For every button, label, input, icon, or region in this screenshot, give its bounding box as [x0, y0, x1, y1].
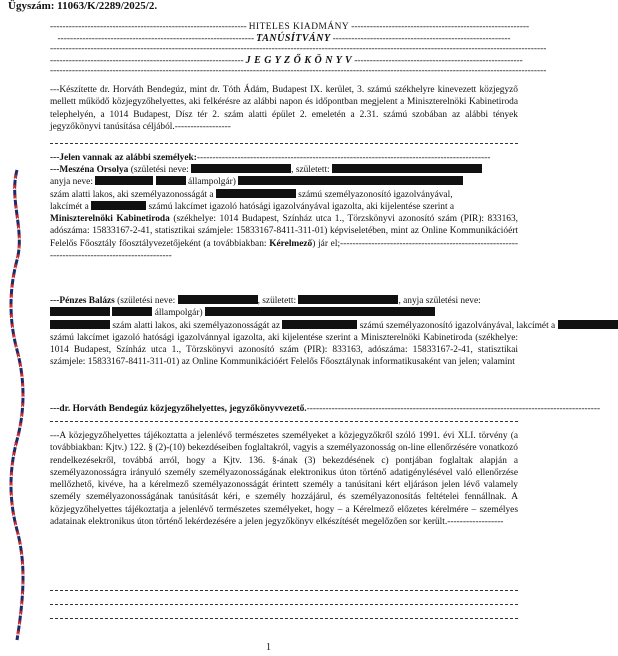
intro-paragraph: ---Készítette dr. Horváth Bendegúz, mint dr. Tóth Ádám, Budapest IX. kerület, 3. számú székhelyre kinevezett közjegyző mellett működő közjegyzőhelyettes, aki felkérésre az alábbi napon és időpontban megjelent a Miniszterelnöki Kabinetiroda telephelyén, a 1014 Budapest, Dísz tér 2. szám alatti épület 2. emeletén a 2.31. számú szobában az alábbi tények jegyzőkönyvi tanúsítása céljából.------------------ [50, 85, 518, 132]
dash-rule-5 [50, 618, 518, 619]
info-paragraph: ---A közjegyzőhelyettes tájékoztatta a jelenlévő természetes személyeket a közjegyzőkről szóló 1991. évi XLI. törvény (a továbbiakban: Kjtv.) 122. § (2)-(10) bekezdéseiben foglaltakról, vagyis a személyazonosság on-line ellenőrzésére vonatkozó rendelkezésekről, továbbá arról, hogy a Kjtv. 136. §-ának (3) bekezdésének c) pontjában foglaltak alapján a személyazonosságra irányuló személy személyazonosságának elektronikus úton történő adatigénylésével való ellenőrzése mellőzhető, kivéve, ha a kérelmező személyazonosságát érintett személy a tanúsítani kért eljáráson jelen lévő valamely személy személyazonosságának tanúsítását kéri, e személy hozzájárul, és személyazonosítás feltételei fennállnak. A közjegyzőhelyettes tájékoztatja a jelenlévő természetes személyeket, hogy – a Kérelmező előzetes kérelmére – személyes adatainak elektronikus úton történő lekérdezésére a jelen jegyzőkönyv elkészítését megelőzően sor került.------------------ [50, 431, 518, 528]
case-number: Ügyszám: 11063/K/2289/2025/2. [8, 0, 158, 12]
person2-paragraph: ---Pénzes Balázs (születési neve: , született: , anyja születési neve: állampolgár) szám alatti lakos, aki személyazonosságát az számú személyazonosító igazolványával, lakcímét a számú lakcímet igazoló hatósági igazolvánnyal igazolta, aki kijelentése szerint a Miniszterelnöki Kabinetiroda (székhelye: 1014 Budapest, Színház utca 1., Törzskönyvi azonosító szám (PIR): 833163, adószáma: 15833167-2-41, statisztikai számjele: 15833167-8411-311-01) az Online Kommunikációért Felelős Főosztálynak informatikusaként van jelen; valamint [50, 295, 518, 369]
header-certificate: --------------------------------------------------------------- TANÚSÍTVÁNY --------------------------------------------------------- [57, 33, 511, 44]
person1-paragraph: ---Meszéna Orsolya (születési neve: , született: anyja neve: állampolgár) szám alatti lakos, aki személyazonosságát a számú személyazonosító igazolványával, lakcímét a számú lakcímet igazoló hatósági igazolványával igazolta, aki kijelentése szerint a Miniszterelnöki Kabinetiroda (székhelye: 1014 Budapest, Színház utca 1., Törzskönyvi azonosító szám (PIR): 833163, adószáma: 15833167-2-41, statisztikai számjele: 15833167-8411-311-01) képviseletében, mint az Online Kommunikációért Felelős Főosztály főosztályvezetőjeként (a továbbiakban: Kérelmező) jár el;------------------------------------------------------------------------------------------------ [50, 165, 519, 262]
header-authentic-copy: --------------------------------------------------------------- HITELES KIADMÁNY --------------------------------------------------------- [50, 22, 530, 32]
header-dash-line-2: --------------------------------------------------------------------------------------------------------------------------------------------------------------- [50, 66, 547, 76]
binding-cord-icon [6, 170, 28, 640]
dash-rule-2 [50, 421, 518, 422]
dash-rule-4 [50, 604, 518, 605]
header-dash-line: --------------------------------------------------------------------------------------------------------------------------------------------------------------- [50, 44, 547, 54]
dash-rule-3 [50, 590, 518, 591]
dash-rule [50, 143, 518, 144]
notary-line: ---dr. Horváth Bendegúz közjegyzőhelyettes, jegyzőkönyvvezető.---------------------------------------------------------------------------------------------- [50, 404, 601, 414]
page-number: 1 [266, 642, 271, 653]
present-heading: ---Jelen vannak az alábbi személyek:---------------------------------------------------------------------------------------------- [50, 153, 491, 163]
header-minutes: -------------------------------------------------------------- J E G Y Z Ő K Ö N Y V ------------------------------------------------------ [50, 55, 523, 66]
